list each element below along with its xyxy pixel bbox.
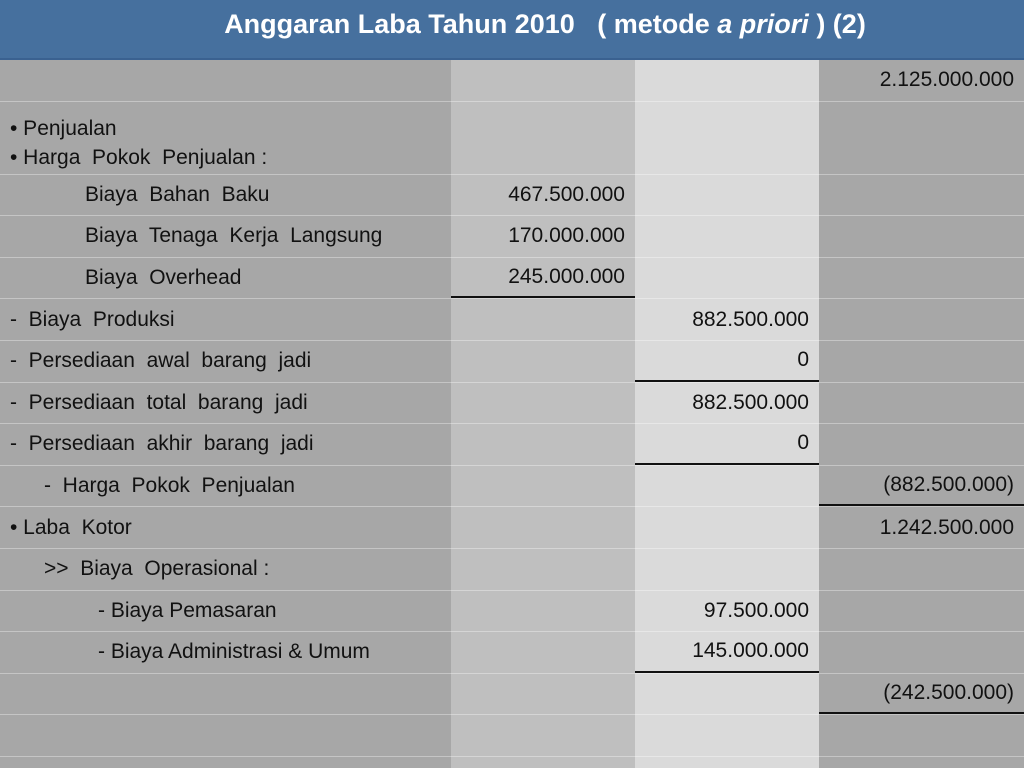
row-label: Biaya Bahan Baku — [85, 182, 270, 206]
row-label — [0, 674, 451, 715]
table-row — [0, 715, 1024, 757]
table-row — [0, 466, 1024, 508]
row-label — [0, 715, 451, 756]
table-row — [0, 175, 1024, 217]
table-row — [0, 299, 1024, 341]
row-amount-2 — [635, 466, 819, 507]
row-label: - Persediaan akhir barang jadi — [10, 432, 314, 456]
budget-table — [0, 60, 1024, 757]
row-label: Biaya Overhead — [85, 266, 242, 290]
table-row — [0, 674, 1024, 716]
title-italic: a priori — [717, 9, 809, 39]
row-amount-2: 882.500.000 — [692, 390, 809, 414]
table-row — [0, 591, 1024, 633]
title-bar — [0, 0, 1024, 60]
row-amount-1 — [451, 466, 635, 507]
table-row — [0, 549, 1024, 591]
table-row — [0, 216, 1024, 258]
table-row — [0, 258, 1024, 300]
row-amount-3 — [819, 632, 1024, 673]
row-amount-1: 467.500.000 — [508, 182, 625, 206]
row-label: - Biaya Pemasaran — [98, 598, 277, 622]
row-amount-3 — [819, 102, 1024, 174]
row-amount-1: 245.000.000 — [451, 258, 635, 299]
row-amount-3 — [819, 549, 1024, 590]
row-amount-1 — [451, 507, 635, 548]
slide-title — [0, 9, 1024, 40]
row-amount-2 — [635, 507, 819, 548]
row-amount-1 — [451, 591, 635, 632]
table-row — [0, 341, 1024, 383]
row-amount-3 — [819, 299, 1024, 340]
row-amount-3 — [819, 216, 1024, 257]
table-row — [0, 60, 1024, 102]
row-amount-1 — [451, 674, 635, 715]
row-amount-3: 2.125.000.000 — [879, 68, 1014, 92]
row-label: - Harga Pokok Penjualan — [44, 474, 295, 498]
row-amount-2 — [635, 549, 819, 590]
row-label: Biaya Tenaga Kerja Langsung — [85, 224, 383, 248]
row-amount-1 — [451, 102, 635, 174]
row-amount-1 — [451, 299, 635, 340]
row-label: >> Biaya Operasional : — [44, 557, 270, 581]
row-amount-1 — [451, 60, 635, 101]
row-amount-3 — [819, 715, 1024, 756]
row-amount-2 — [635, 715, 819, 756]
table-row — [0, 507, 1024, 549]
row-amount-1 — [451, 632, 635, 673]
title-suffix: ) (2) — [808, 9, 866, 39]
row-label — [0, 102, 451, 174]
row-amount-3 — [819, 383, 1024, 424]
row-amount-3 — [819, 591, 1024, 632]
row-label-line-2: • Harga Pokok Penjualan : — [10, 145, 268, 169]
table-row — [0, 424, 1024, 466]
row-amount-2 — [635, 60, 819, 101]
row-amount-2 — [635, 216, 819, 257]
row-amount-2 — [635, 175, 819, 216]
row-amount-3: (242.500.000) — [819, 674, 1024, 715]
row-label: - Persediaan total barang jadi — [10, 390, 308, 414]
row-amount-1 — [451, 549, 635, 590]
row-label: - Biaya Produksi — [10, 307, 175, 331]
row-amount-2 — [635, 258, 819, 299]
table-row — [0, 102, 1024, 175]
row-label: - Persediaan awal barang jadi — [10, 349, 312, 373]
row-label: • Laba Kotor — [10, 515, 132, 539]
row-amount-3 — [819, 424, 1024, 465]
row-amount-2: 882.500.000 — [692, 307, 809, 331]
row-label: - Biaya Administrasi & Umum — [98, 640, 370, 664]
row-amount-3 — [819, 258, 1024, 299]
row-amount-2: 0 — [635, 341, 819, 382]
row-amount-3: 1.242.500.000 — [879, 515, 1014, 539]
row-amount-1 — [451, 715, 635, 756]
table-row — [0, 632, 1024, 674]
row-label-line-1: • Penjualan — [10, 116, 117, 140]
row-amount-2: 0 — [635, 424, 819, 465]
row-amount-1 — [451, 383, 635, 424]
row-amount-3 — [819, 341, 1024, 382]
row-amount-2: 97.500.000 — [703, 598, 809, 622]
row-amount-2: 145.000.000 — [635, 632, 819, 673]
row-label — [0, 60, 451, 101]
title-prefix: Anggaran Laba Tahun 2010 ( metode — [224, 9, 718, 39]
row-amount-3 — [819, 175, 1024, 216]
row-amount-1 — [451, 424, 635, 465]
row-amount-3: (882.500.000) — [819, 466, 1024, 507]
row-amount-1: 170.000.000 — [508, 224, 625, 248]
row-amount-2 — [635, 674, 819, 715]
row-amount-2 — [635, 102, 819, 174]
table-row — [0, 383, 1024, 425]
row-amount-1 — [451, 341, 635, 382]
